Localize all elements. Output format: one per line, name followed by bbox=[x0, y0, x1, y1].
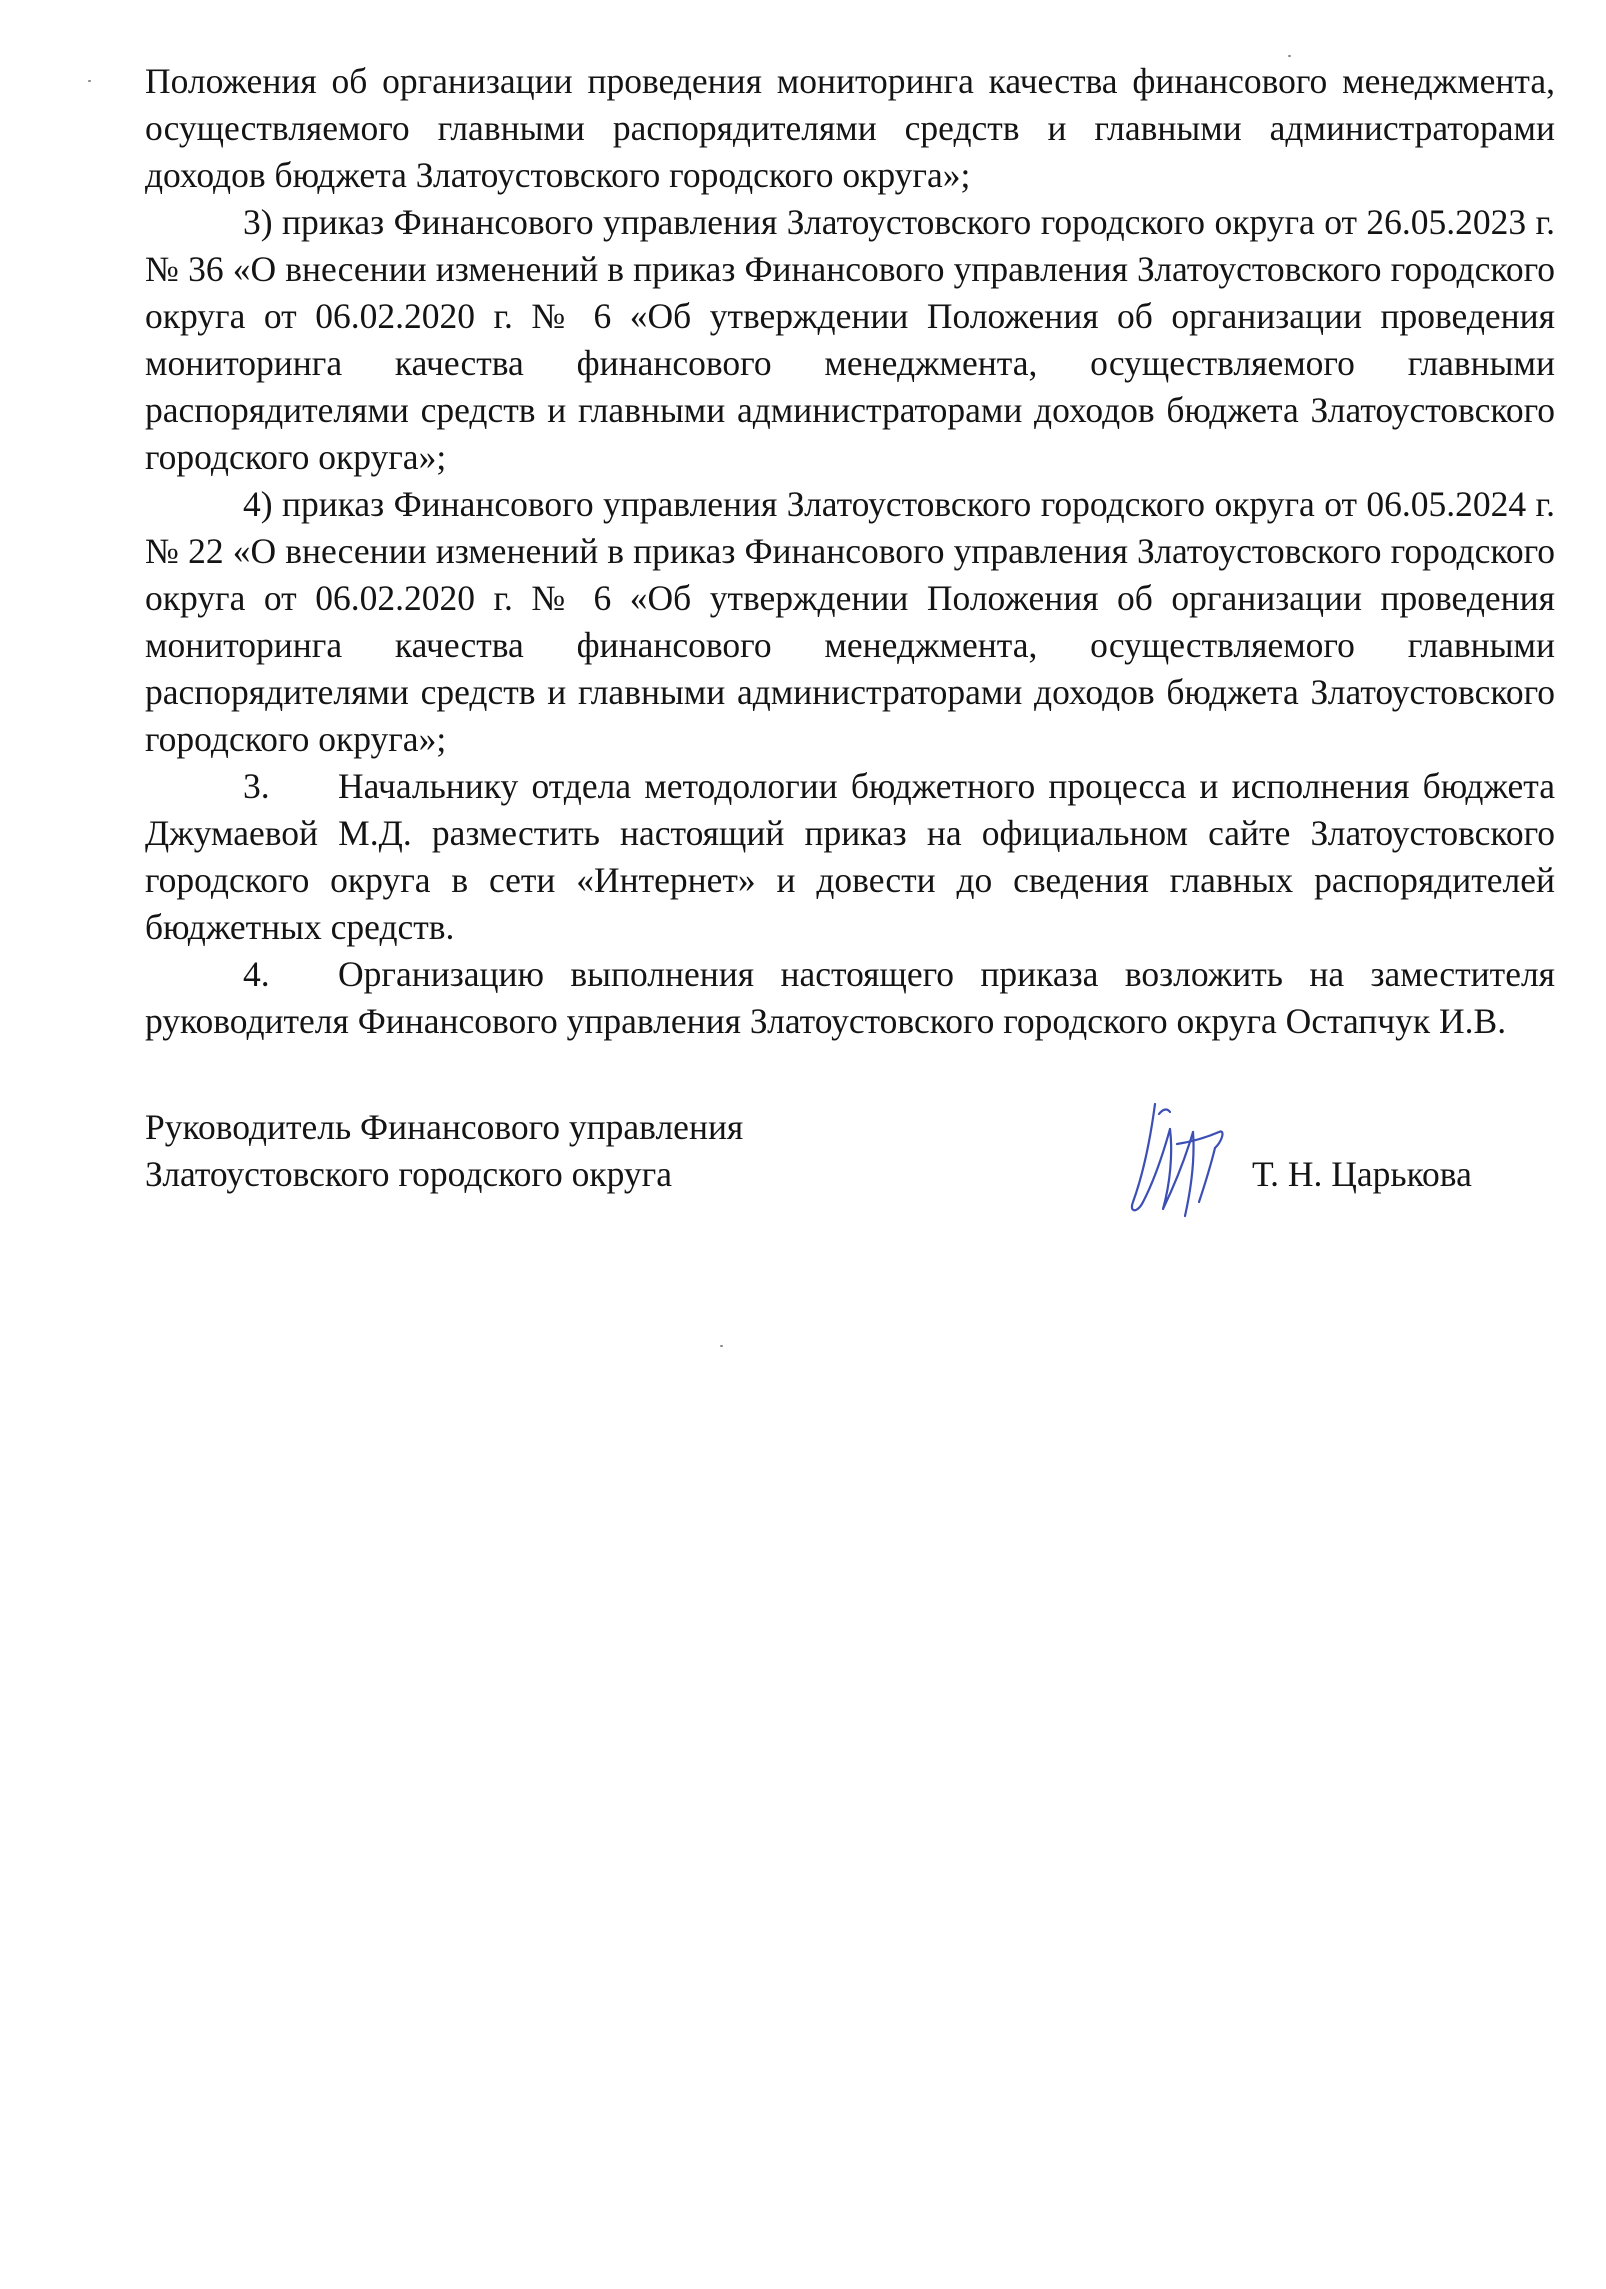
clause-text: Начальнику отдела методологии бюджетного процесса и исполнения бюджета Джумаевой М.Д. разместить настоящий приказ на официальном сайте Златоустовского городского округа в сети «Интернет» и довести до сведения главных распорядителей бюджетных средств. bbox=[145, 766, 1555, 947]
scan-speck bbox=[88, 80, 91, 82]
scan-speck bbox=[1288, 55, 1291, 57]
list-item-order-3: 3) приказ Финансового управления Златоустовского городского округа от 26.05.2023 г. № 36 «О внесении изменений в приказ Финансового управления Златоустовского городского округа от 06.02.2020 г. № 6 «Об утверждении Положения об организации проведения мониторинга качества финансового менеджмента, осуществляемого главными распорядителями средств и главными администраторами доходов бюджета Златоустовского городского округа»; bbox=[145, 202, 1555, 477]
signatory-name: Т. Н. Царькова bbox=[1252, 1154, 1472, 1194]
clause-4 bbox=[145, 951, 1555, 1045]
list-item-order-4: 4) приказ Финансового управления Златоустовского городского округа от 06.05.2024 г. № 22 «О внесении изменений в приказ Финансового управления Златоустовского городского округа от 06.02.2020 г. № 6 «Об утверждении Положения об организации проведения мониторинга качества финансового менеджмента, осуществляемого главными распорядителями средств и главными администраторами доходов бюджета Златоустовского городского округа»; bbox=[145, 484, 1555, 759]
clause-number: 3. bbox=[243, 766, 270, 806]
signatory-position-line-2: Златоустовского городского округа bbox=[145, 1154, 672, 1194]
clause-3 bbox=[145, 763, 1555, 951]
clause-number: 4. bbox=[243, 954, 270, 994]
signatory-position bbox=[145, 1104, 743, 1198]
document-body bbox=[145, 58, 1555, 1045]
signatory-position-line-1: Руководитель Финансового управления bbox=[145, 1107, 744, 1147]
scan-speck bbox=[720, 1345, 723, 1347]
signature-block bbox=[145, 1104, 1555, 1244]
paragraph-continuation: Положения об организации проведения мониторинга качества финансового менеджмента, осуществляемого главными распорядителями средств и главными администраторами доходов бюджета Златоустовского городского округа»; bbox=[145, 61, 1555, 195]
handwritten-signature bbox=[1115, 1084, 1245, 1234]
clause-text: Организацию выполнения настоящего приказа возложить на заместителя руководителя Финансового управления Златоустовского городского округа Остапчук И.В. bbox=[145, 954, 1555, 1041]
